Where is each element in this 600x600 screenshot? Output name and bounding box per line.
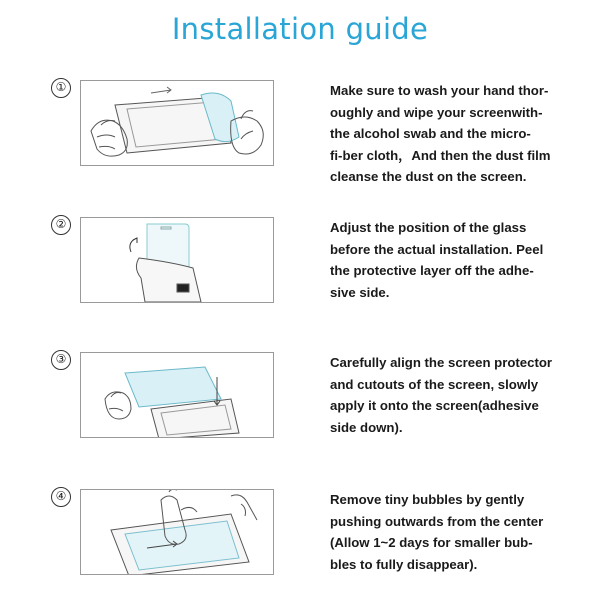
step-illustration xyxy=(80,352,274,438)
step-illustration xyxy=(80,217,274,303)
step-1 xyxy=(0,78,600,188)
aligning-screen-protector-icon xyxy=(81,353,274,438)
step-text-line: Remove tiny bubbles by gently xyxy=(330,492,525,507)
step-2 xyxy=(0,215,600,325)
step-text-line: (Allow 1~2 days for smaller bub- xyxy=(330,535,533,550)
step-text-line: the alcohol swab and the micro- xyxy=(330,126,531,141)
step-text-line: Make sure to wash your hand thor- xyxy=(330,83,549,98)
step-text-line: oughly and wipe your screenwith- xyxy=(330,104,543,120)
step-text-line: side down). xyxy=(330,419,403,435)
peeling-protective-layer-icon xyxy=(81,218,274,303)
step-text-line: and cutouts of the screen, slowly xyxy=(330,376,539,392)
step-text-line: pushing outwards from the center xyxy=(330,513,544,529)
step-number: ③ xyxy=(51,350,71,370)
step-number: ② xyxy=(51,215,71,235)
step-text-line: apply it onto the screen(adhesive xyxy=(330,398,539,413)
step-4 xyxy=(0,487,600,597)
step-number: ① xyxy=(51,78,71,98)
step-text-line: fi-ber cloth，And then the dust film xyxy=(330,147,551,163)
step-text-line: Adjust the position of the glass xyxy=(330,220,527,235)
step-text-line: sive side. xyxy=(330,284,390,300)
step-3 xyxy=(0,350,600,460)
step-illustration xyxy=(80,80,274,166)
step-text-line: the protective layer off the adhe- xyxy=(330,263,534,278)
step-text-line: cleanse the dust on the screen. xyxy=(330,169,527,184)
pushing-out-bubbles-icon xyxy=(81,490,274,575)
hands-wiping-phone-screen-icon xyxy=(81,81,274,166)
step-text-line: before the actual installation. Peel xyxy=(330,241,544,257)
step-description xyxy=(330,80,585,188)
page-title: Installation guide xyxy=(171,12,429,46)
step-text-line: Carefully align the screen protector xyxy=(330,355,553,370)
step-text-line: bles to fully disappear). xyxy=(330,556,478,572)
step-description xyxy=(330,217,585,303)
step-description xyxy=(330,352,585,438)
step-description xyxy=(330,489,585,575)
step-number: ④ xyxy=(51,487,71,507)
step-illustration xyxy=(80,489,274,575)
